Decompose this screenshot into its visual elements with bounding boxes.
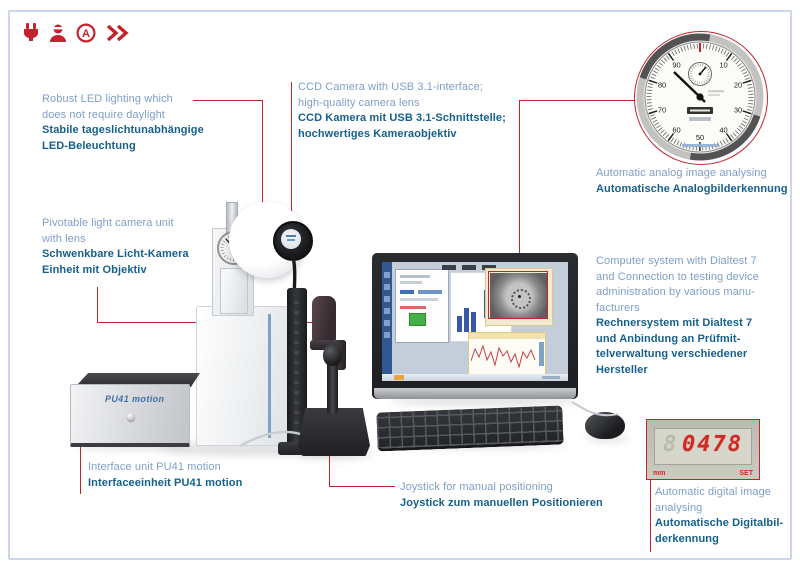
annotation-text: with lens (42, 232, 86, 245)
bracket-handle-grip (312, 296, 336, 346)
annotation-text: facturers (596, 301, 640, 314)
annotation-text: Automatische Digitalbil- (655, 517, 784, 529)
callout-line-joystick-h (329, 486, 395, 487)
digital-display-screen (654, 428, 752, 465)
annotation-text: Automatische Analogbilderkennung (596, 182, 788, 195)
keyboard (376, 405, 563, 451)
annotation-interface-unit (88, 460, 242, 491)
annotation-text: Schwenkbare Licht-Kamera (42, 248, 189, 260)
annotation-text: Rechnersystem mit Dialtest 7 (596, 317, 753, 329)
annotation-text: Pivotable light camera unit (42, 217, 174, 229)
annotation-text: und Anbindung an Prüfmit- (596, 332, 741, 345)
annotation-text: Automatic digital image (655, 486, 772, 498)
user-icon (49, 23, 67, 43)
annotation-text: CCD Camera with USB 3.1-interface; (298, 81, 483, 93)
annotation-analog-analysis (596, 166, 788, 197)
annotation-text: telverwaltung verschiedener (596, 348, 748, 360)
annotation-text: and Connection to testing device (596, 270, 759, 283)
monitor-screen (382, 262, 568, 381)
annotation-text: Interfaceeinheit PU41 motion (88, 476, 243, 489)
software-toolbar-buttons (384, 268, 390, 338)
annotation-text: LED-Beleuchtung (42, 139, 136, 152)
callout-line-led-h (193, 100, 263, 101)
annotation-text: Hersteller (596, 363, 648, 376)
gauge-number: 50 (695, 133, 705, 142)
annotation-joystick (400, 480, 603, 511)
double-chevron-icon (105, 23, 131, 43)
joystick-cable (240, 424, 302, 450)
interface-box (70, 384, 190, 447)
joystick-knob (323, 344, 342, 366)
annotation-text: Einheit mit Objektiv (42, 263, 147, 276)
annotation-text: CCD Kamera mit USB 3.1-Schnittstelle; (298, 112, 506, 124)
callout-line-gauge-h (519, 100, 635, 101)
annotation-text: hochwertiges Kameraobjektiv (298, 127, 457, 140)
annotation-text: Interface unit PU41 motion (88, 461, 221, 473)
digital-display-unit: mm (653, 470, 666, 477)
gauge-number: 80 (657, 80, 667, 90)
gauge-number: 60 (672, 125, 681, 135)
annotation-text: analysing (655, 501, 703, 514)
mouse-cable (570, 398, 620, 420)
annotation-digital-analysis (655, 485, 783, 547)
camera-view-highlight (488, 271, 548, 319)
stand-clamp (220, 268, 248, 314)
circled-a-icon (76, 23, 96, 43)
screen-taskbar (382, 374, 568, 381)
digital-display-value: 0478 (682, 432, 743, 457)
monitor (372, 253, 578, 399)
callout-line-interface-v (80, 444, 81, 494)
camera-lens-marking (287, 239, 295, 241)
gauge-number: 20 (733, 80, 743, 90)
annotation-text: Computer system with Dialtest 7 (596, 255, 757, 267)
annotation-text: Joystick for manual positioning (400, 481, 553, 493)
bracket-holes (294, 294, 299, 444)
plug-icon (22, 23, 40, 43)
annotation-text: Robust LED lighting which (42, 93, 173, 105)
annotation-text: Joystick zum manuellen Positionieren (400, 496, 603, 509)
monitor-speaker-bar (374, 388, 576, 399)
gauge-highlight-circle (634, 31, 768, 165)
annotation-text: does not require daylight (42, 108, 165, 121)
gauge-number: 30 (733, 105, 743, 115)
trend-chart-window (468, 332, 546, 380)
annotation-text: derkennung (655, 532, 719, 545)
annotation-ccd-camera (298, 80, 506, 142)
interface-box-label: PU41 motion (105, 394, 165, 404)
gauge-number: 40 (719, 125, 728, 135)
annotation-text: Automatic analog image analysing (596, 167, 767, 179)
header-icon-row (22, 23, 131, 43)
annotation-text: administration by various manu- (596, 286, 756, 298)
digital-display-set-label: SET (739, 470, 753, 477)
annotation-text: high-quality camera lens (298, 96, 420, 109)
gauge-number: 70 (657, 105, 667, 115)
svg-text:A: A (82, 28, 90, 40)
joystick-base (298, 408, 370, 456)
annotation-text: Stabile tageslichtunabhängige (42, 124, 204, 136)
gauge-number: 90 (672, 60, 681, 70)
software-green-indicator (409, 313, 426, 326)
digital-display (646, 419, 760, 480)
annotation-led-lighting (42, 92, 204, 154)
annotation-computer-system (596, 254, 759, 378)
callout-line-camera-unit-v (97, 287, 98, 323)
software-panel (395, 269, 449, 343)
camera-lens-marking (286, 235, 296, 237)
gauge-number: 10 (719, 60, 728, 70)
callout-line-gauge-v (519, 100, 520, 272)
interface-box-knob (127, 413, 135, 421)
callout-line-display-v (650, 478, 651, 552)
digital-display-ghost-segments: 8 (663, 432, 677, 457)
stand-blue-stripe (268, 314, 271, 438)
